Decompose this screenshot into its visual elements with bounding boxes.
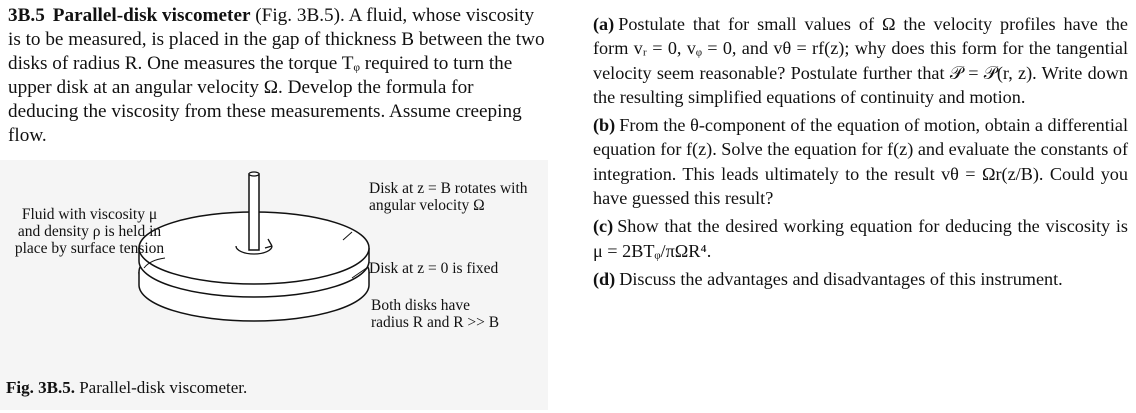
part-b: [593, 113, 1128, 210]
part-a-text: Postulate that for small values of Ω the velocity profiles have the form vᵣ = 0, vᵩ = 0, and vθ = rf(z); why does this form for the tangential velocity seem reasonable? Postulate further that 𝒫 = 𝒫(r, z). Write down the resulting simplified equations of continuity and motion.: [593, 14, 1128, 107]
label-bottom-disk: Disk at z = 0 is fixed: [369, 260, 499, 277]
problem-text: (Fig. 3B.5). A fluid, whose viscosity is to be measured, is placed in the gap of thickness B between the two disks of radius R. One measures the torque Tᵩ required to turn the upper disk at an angular velocity Ω. Develop the formula for deducing the viscosity from these measurements. Assume creeping flow.: [8, 5, 545, 146]
caption-label: Fig. 3B.5.: [6, 378, 75, 397]
shaft-top: [249, 172, 259, 176]
part-c-text: Show that the desired working equation for deducing the viscosity is μ = 2BTᵩ/πΩR⁴.: [593, 216, 1128, 261]
part-b-text: From the θ-component of the equation of motion, obtain a differential equation for f(z). Solve the equation for f(z) and evaluate the constants of integration. This leads ultimately to the result vθ = Ωr(z/B). Could you have guessed this result?: [593, 115, 1128, 209]
right-column: [593, 12, 1128, 295]
label-radius: Both disks have radius R and R >> B: [371, 297, 500, 331]
problem-title: Parallel-disk viscometer: [52, 5, 251, 26]
problem-statement: [8, 4, 548, 148]
shaft: [249, 174, 259, 250]
part-a: [593, 12, 1128, 109]
problem-number: 3B.5: [8, 5, 45, 26]
figure-caption: [6, 378, 247, 398]
part-a-label: (a): [593, 14, 615, 34]
part-c: [593, 214, 1128, 263]
figure-panel: [0, 160, 548, 410]
caption-text: Parallel-disk viscometer.: [74, 378, 248, 397]
left-column: [8, 4, 548, 148]
part-d-text: Discuss the advantages and disadvantages of this instrument.: [619, 268, 1063, 289]
part-d-label: (d): [593, 268, 616, 289]
label-top-disk: Disk at z = B rotates with angular velocity Ω: [369, 180, 528, 214]
label-fluid: Fluid with viscosity μ and density ρ is held in place by surface tension: [14, 206, 165, 257]
part-d: [593, 267, 1128, 291]
part-c-label: (c): [593, 216, 614, 237]
part-b-label: (b): [593, 115, 616, 136]
